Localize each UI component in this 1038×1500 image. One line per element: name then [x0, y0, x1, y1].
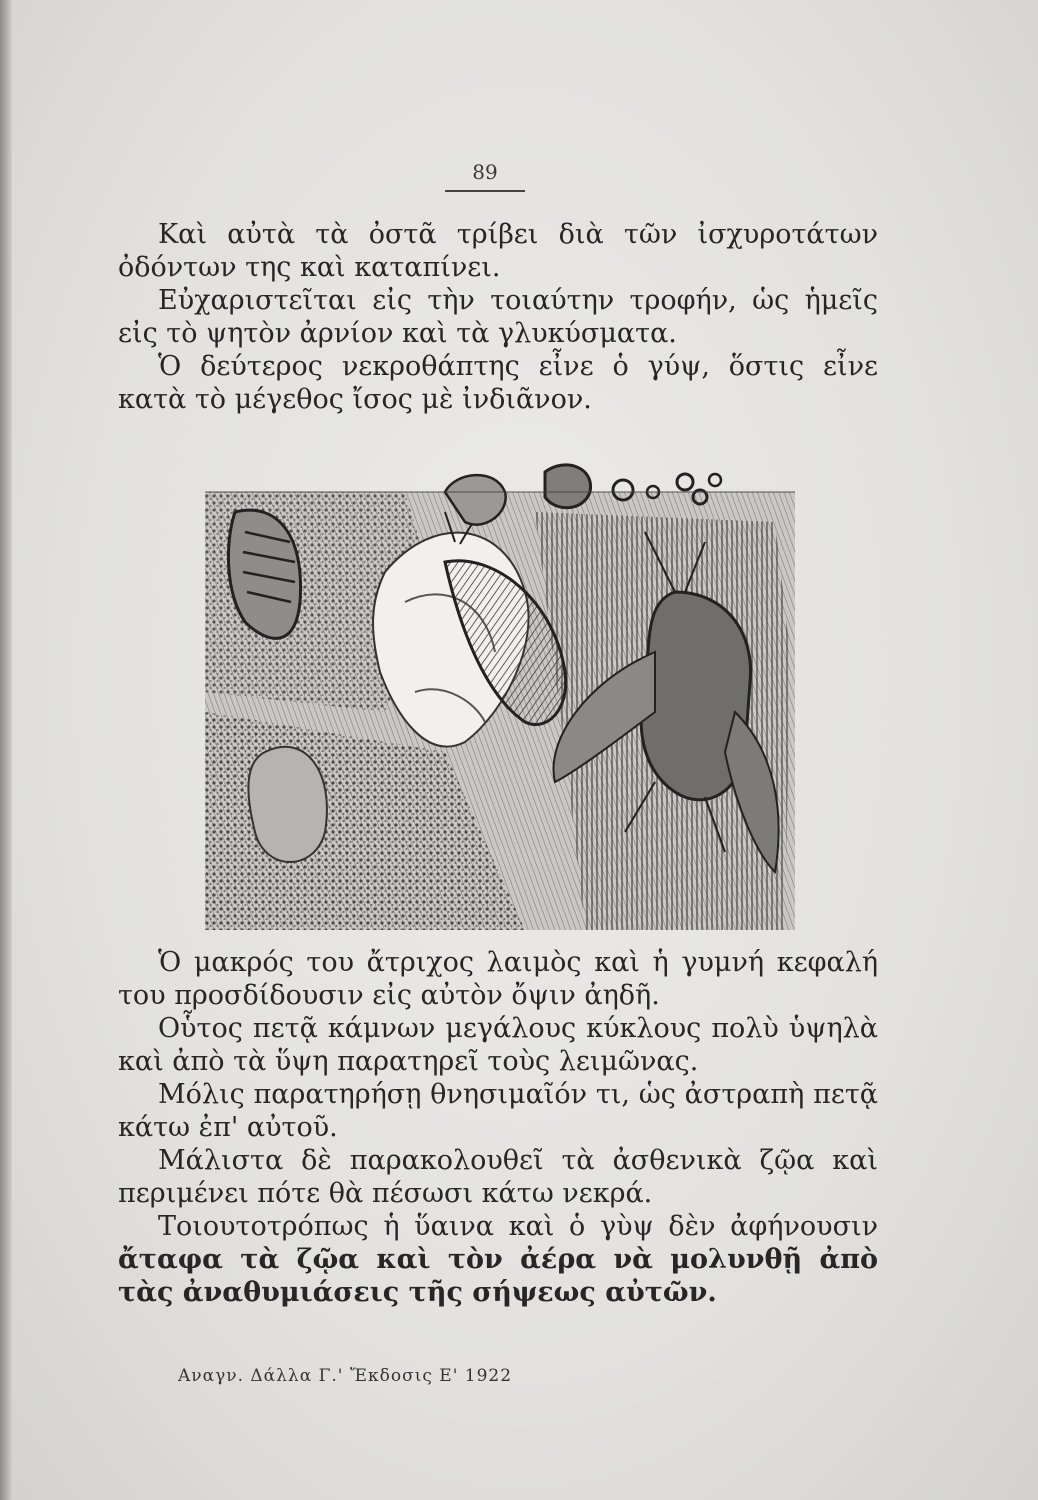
beetle-engraving-illustration	[205, 452, 795, 930]
page-number: 89	[472, 160, 498, 184]
paragraph: Ὁ μακρός του ἄτριχος λαιμὸς καὶ ἡ γυμνή κεφαλή του προσδίδουσιν εἰς αὐτὸν ὄψιν ἀηδῆ.	[118, 947, 878, 1011]
publication-footer: Αναγν. Δάλλα Γ.' Ἔκδοσις Ε' 1922	[178, 1366, 513, 1386]
paragraph: Μάλιστα δὲ παρακολουθεῖ τὰ ἀσθενικὰ ζῷα καὶ περιμένει πότε θὰ πέσωσι κάτω νεκρά.	[118, 1145, 878, 1209]
page-gutter-shadow	[0, 0, 12, 1500]
paragraph: Ὁ δεύτερος νεκροθάπτης εἶνε ὁ γύψ, ὅστις εἶνε κατὰ τὸ μέγεθος ἴσος μὲ ἰνδιᾶνον.	[118, 351, 878, 415]
paragraph: Εὐχαριστεῖται εἰς τὴν τοιαύτην τροφήν, ὡς ἡμεῖς εἰς τὸ ψητὸν ἀρνίον καὶ τὰ γλυκύσματα.	[118, 285, 878, 349]
bottom-text-block	[118, 946, 878, 1309]
last-paragraph	[118, 1210, 878, 1309]
paragraph: Μόλις παρατηρήσῃ θνησιμαῖόν τι, ὡς ἀστραπὴ πετᾷ κάτω ἐπ' αὐτοῦ.	[118, 1079, 878, 1143]
last-paragraph-bold: ἄταφα τὰ ζῷα καὶ τὸν ἀέρα νὰ μολυνθῇ ἀπὸ τὰς ἀναθυμιάσεις τῆς σήψεως αὐτῶν.	[118, 1244, 878, 1308]
top-text-block	[118, 218, 878, 416]
paragraph: Οὗτος πετᾷ κάμνων μεγάλους κύκλους πολὺ ὑψηλὰ καὶ ἀπὸ τὰ ὕψη παρατηρεῖ τοὺς λειμῶνας.	[118, 1013, 878, 1077]
page-number-rule	[445, 190, 525, 192]
last-paragraph-normal: Τοιουτοτρόπως ἡ ὕαινα καὶ ὁ γὺψ δὲν ἀφήνουσιν	[158, 1211, 878, 1242]
paragraph: Καὶ αὐτὰ τὰ ὀστᾶ τρίβει διὰ τῶν ἰσχυροτάτων ὀδόντων της καὶ καταπίνει.	[118, 219, 878, 283]
